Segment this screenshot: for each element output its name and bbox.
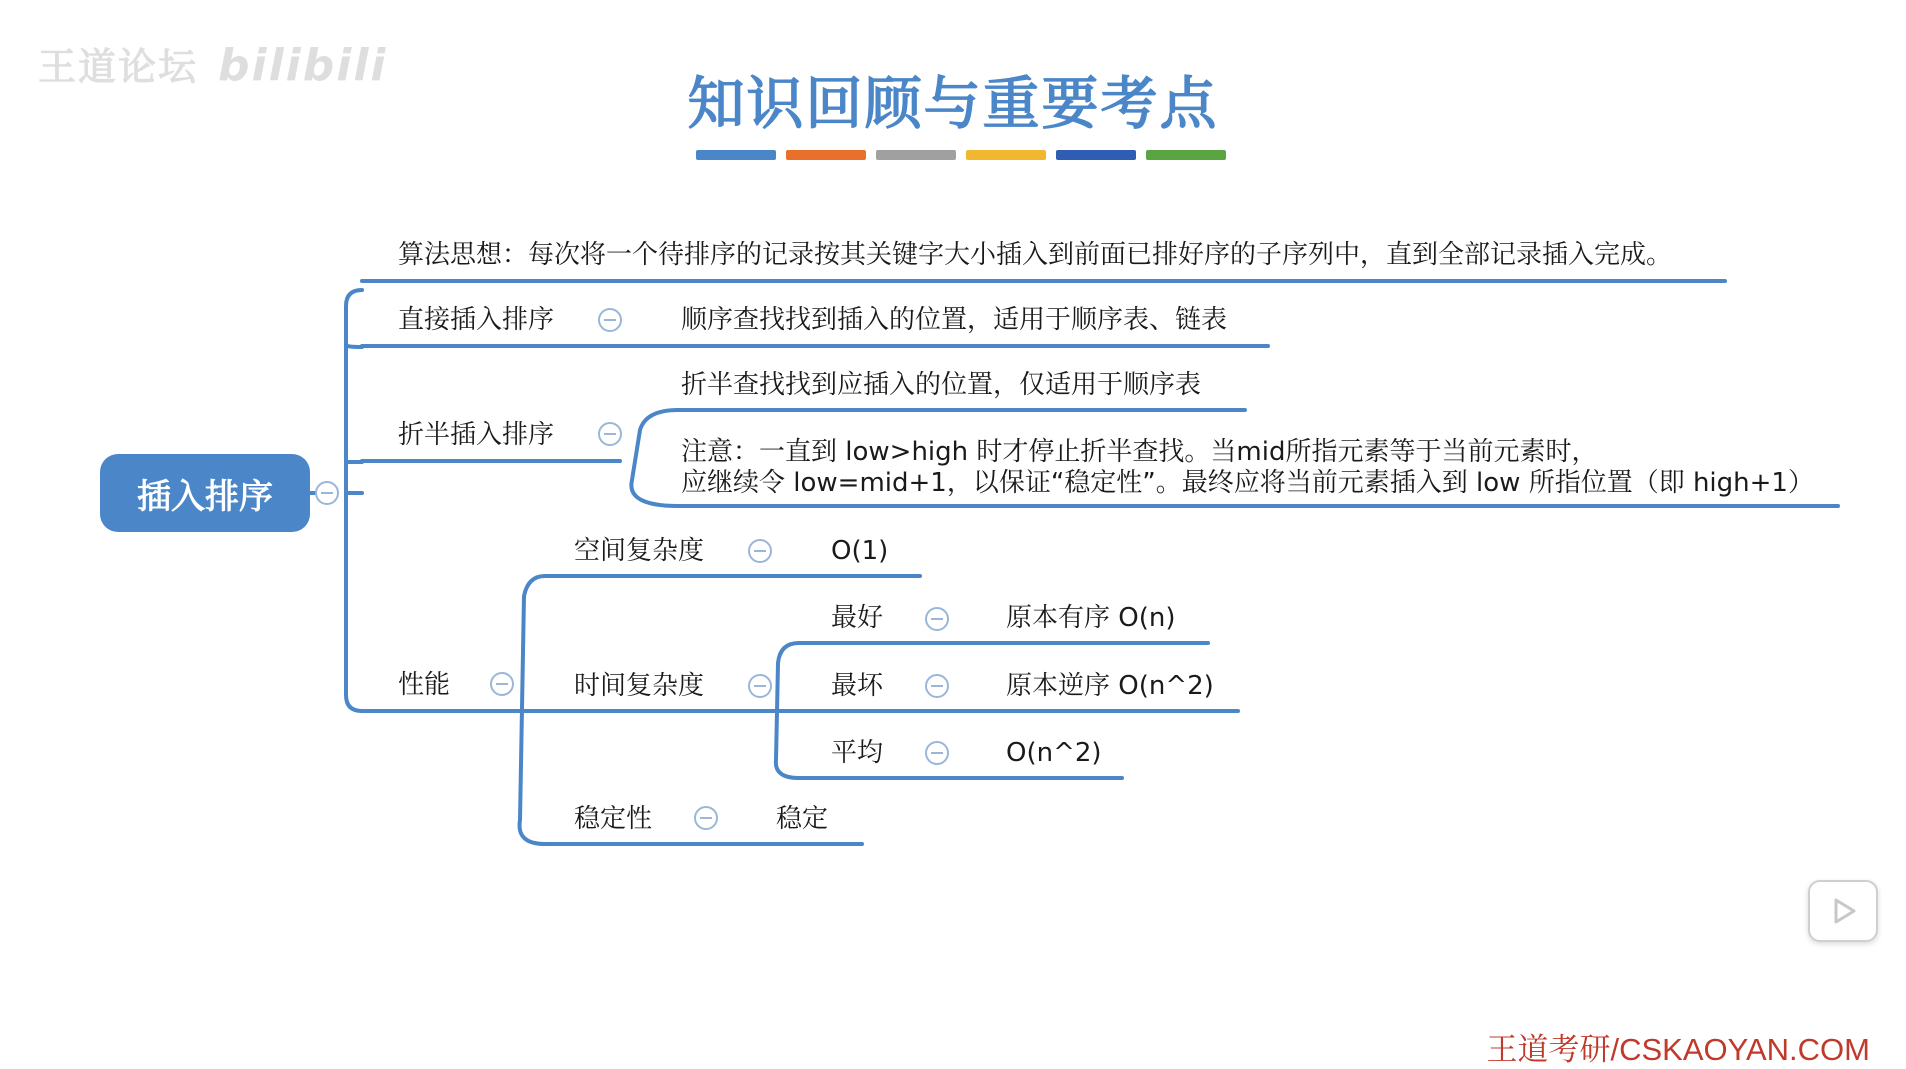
binary-insertion-label[interactable]: 折半插入排序	[398, 420, 555, 450]
time-average-label[interactable]: 平均	[831, 738, 884, 768]
direct-insertion-detail: 顺序查找找到插入的位置，适用于顺序表、链表	[681, 305, 1228, 335]
root-node[interactable]: 插入排序	[100, 454, 310, 532]
performance-label[interactable]: 性能	[398, 670, 451, 700]
binary-note-line1: 注意：一直到 low>high 时才停止折半查找。当mid所指元素等于当前元素时，	[681, 437, 1598, 467]
root-trunk	[346, 290, 362, 711]
direct-insertion-label[interactable]: 直接插入排序	[398, 305, 555, 335]
space-complexity-value: O(1)	[831, 536, 889, 566]
play-button[interactable]	[1808, 880, 1878, 942]
binary-insertion-detail: 折半查找找到应插入的位置，仅适用于顺序表	[681, 370, 1202, 400]
binary-note-line2: 应继续令 low=mid+1，以保证“稳定性”。最终应将当前元素插入到 low 所指位置（即 high+1）	[681, 468, 1814, 498]
footer-site: 王道考研/CSKAOYAN.COM	[1486, 1032, 1870, 1067]
watermark-brand: 王道论坛	[38, 45, 199, 89]
algorithm-idea: 算法思想：每次将一个待排序的记录按其关键字大小插入到前面已排好序的子序列中，直到全部记录插入完成。	[398, 240, 1673, 270]
time-worst-value: 原本逆序 O(n^2)	[1006, 671, 1214, 701]
stability-value: 稳定	[776, 804, 829, 834]
space-complexity-label[interactable]: 空间复杂度	[574, 536, 705, 566]
page-title: 知识回顾与重要考点	[687, 71, 1219, 137]
stability-label[interactable]: 稳定性	[574, 804, 653, 834]
time-best-label[interactable]: 最好	[831, 603, 884, 633]
watermark-platform-logo: bilibili	[218, 40, 388, 91]
time-worst-label[interactable]: 最坏	[831, 671, 884, 701]
time-complexity-label[interactable]: 时间复杂度	[574, 671, 705, 701]
time-best-value: 原本有序 O(n)	[1006, 603, 1176, 633]
time-average-value: O(n^2)	[1006, 738, 1102, 768]
play-icon	[1810, 882, 1876, 940]
